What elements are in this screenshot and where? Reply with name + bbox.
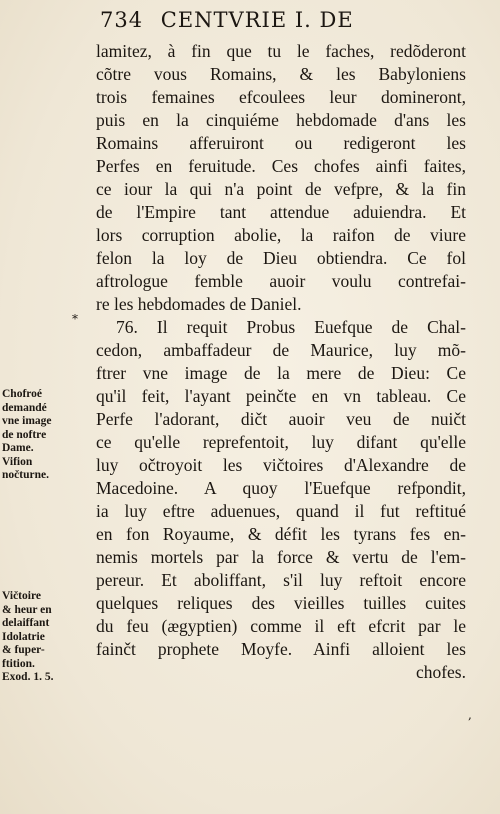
running-title: CENTVRIE I. DE bbox=[160, 8, 354, 32]
text-line: lamitez, à fin que tu le faches, redõderont bbox=[96, 41, 466, 61]
catchword-mark-icon: , bbox=[468, 708, 472, 722]
asterisk-mark-icon: ⁎ bbox=[72, 308, 78, 322]
margin-note-line: Vičtoire bbox=[2, 590, 41, 602]
margin-note-line: de noftre bbox=[2, 428, 47, 441]
text-line: aftrologue femble auoir voulu contrefai- bbox=[96, 271, 466, 291]
margin-note-line: vne image bbox=[2, 415, 52, 427]
margin-note-line: delaiffant bbox=[2, 617, 50, 629]
text-line: de l'Empire tant attendue aduiendra. Et bbox=[96, 202, 466, 222]
text-line: re les hebdomades de Daniel. bbox=[96, 294, 302, 314]
margin-note-line: Idolatrie bbox=[2, 630, 45, 643]
margin-note-line: ftition. bbox=[2, 657, 35, 670]
text-line: pereur. Et aboliffant, s'il luy reftoit encore bbox=[96, 570, 466, 590]
catchword-line: chofes. bbox=[415, 662, 466, 682]
margin-note-line: Exod. 1. 5. bbox=[2, 671, 54, 683]
margin-note-line: demandé bbox=[2, 401, 47, 414]
text-line: Romains afferuiront ou redigeront les bbox=[96, 133, 466, 153]
margin-note-line: nočturne. bbox=[2, 469, 49, 481]
text-line: en fon Royaume, & défit les tyrans fes en- bbox=[96, 524, 466, 544]
margin-note-line: Chofroé bbox=[2, 388, 43, 400]
text-line: quelques reliques des vieilles tuilles cuites bbox=[96, 593, 466, 613]
text-line: felon la loy de Dieu obtiendra. Ce fol bbox=[96, 248, 466, 268]
margin-note-line: Vifion bbox=[2, 455, 33, 468]
text-line: ce iour la qui n'a point de vefpre, & la fin bbox=[96, 179, 466, 199]
margin-note-line: Dame. bbox=[2, 442, 34, 454]
text-line: du feu (ægyptien) comme il eft efcrit par le bbox=[96, 616, 466, 636]
text-line: cõtre vous Romains, & les Babyloniens bbox=[96, 64, 466, 84]
text-line: Perfes en feruitude. Ces chofes ainfi faites, bbox=[96, 156, 466, 176]
text-line: qu'il feit, l'ayant peinčte en vn tableau. Ce bbox=[96, 386, 466, 406]
margin-note-line: & heur en bbox=[2, 603, 52, 616]
text-line: trois femaines efcoulees leur domineront, bbox=[96, 87, 466, 107]
main-text bbox=[96, 40, 466, 684]
text-line: nemis mortels par la force & vertu de l'em- bbox=[96, 547, 466, 567]
text-line: lors corruption abolie, la raifon de viure bbox=[96, 225, 466, 245]
text-line: ftrer vne image de la mere de Dieu: Ce bbox=[96, 363, 466, 383]
margin-note-chosroes bbox=[2, 388, 84, 483]
page-number: 734 bbox=[100, 8, 144, 32]
text-line: luy očtroyoit les vičtoires d'Alexandre de bbox=[96, 455, 466, 475]
text-line: Perfe l'adorant, dičt auoir veu de nuičt bbox=[96, 409, 466, 429]
text-line: cedon, ambaffadeur de Maurice, luy mõ- bbox=[96, 340, 466, 360]
margin-note-line: & fuper- bbox=[2, 644, 45, 656]
running-header bbox=[100, 8, 460, 32]
text-line: fainčt prophete Moyfe. Ainfi alloient les bbox=[96, 639, 466, 659]
text-line: ce qu'elle reprefentoit, luy difant qu'elle bbox=[96, 432, 466, 452]
text-line: puis en la cinquiéme hebdomade d'ans les bbox=[96, 110, 466, 130]
text-line: ia luy eftre aduenues, quand il fut reftitué bbox=[96, 501, 466, 521]
paragraph-start-line: 76. Il requit Probus Euefque de Chal- bbox=[116, 317, 466, 337]
margin-note-victoire bbox=[2, 590, 84, 685]
text-line: Macedoine. A quoy l'Euefque refpondit, bbox=[96, 478, 466, 498]
